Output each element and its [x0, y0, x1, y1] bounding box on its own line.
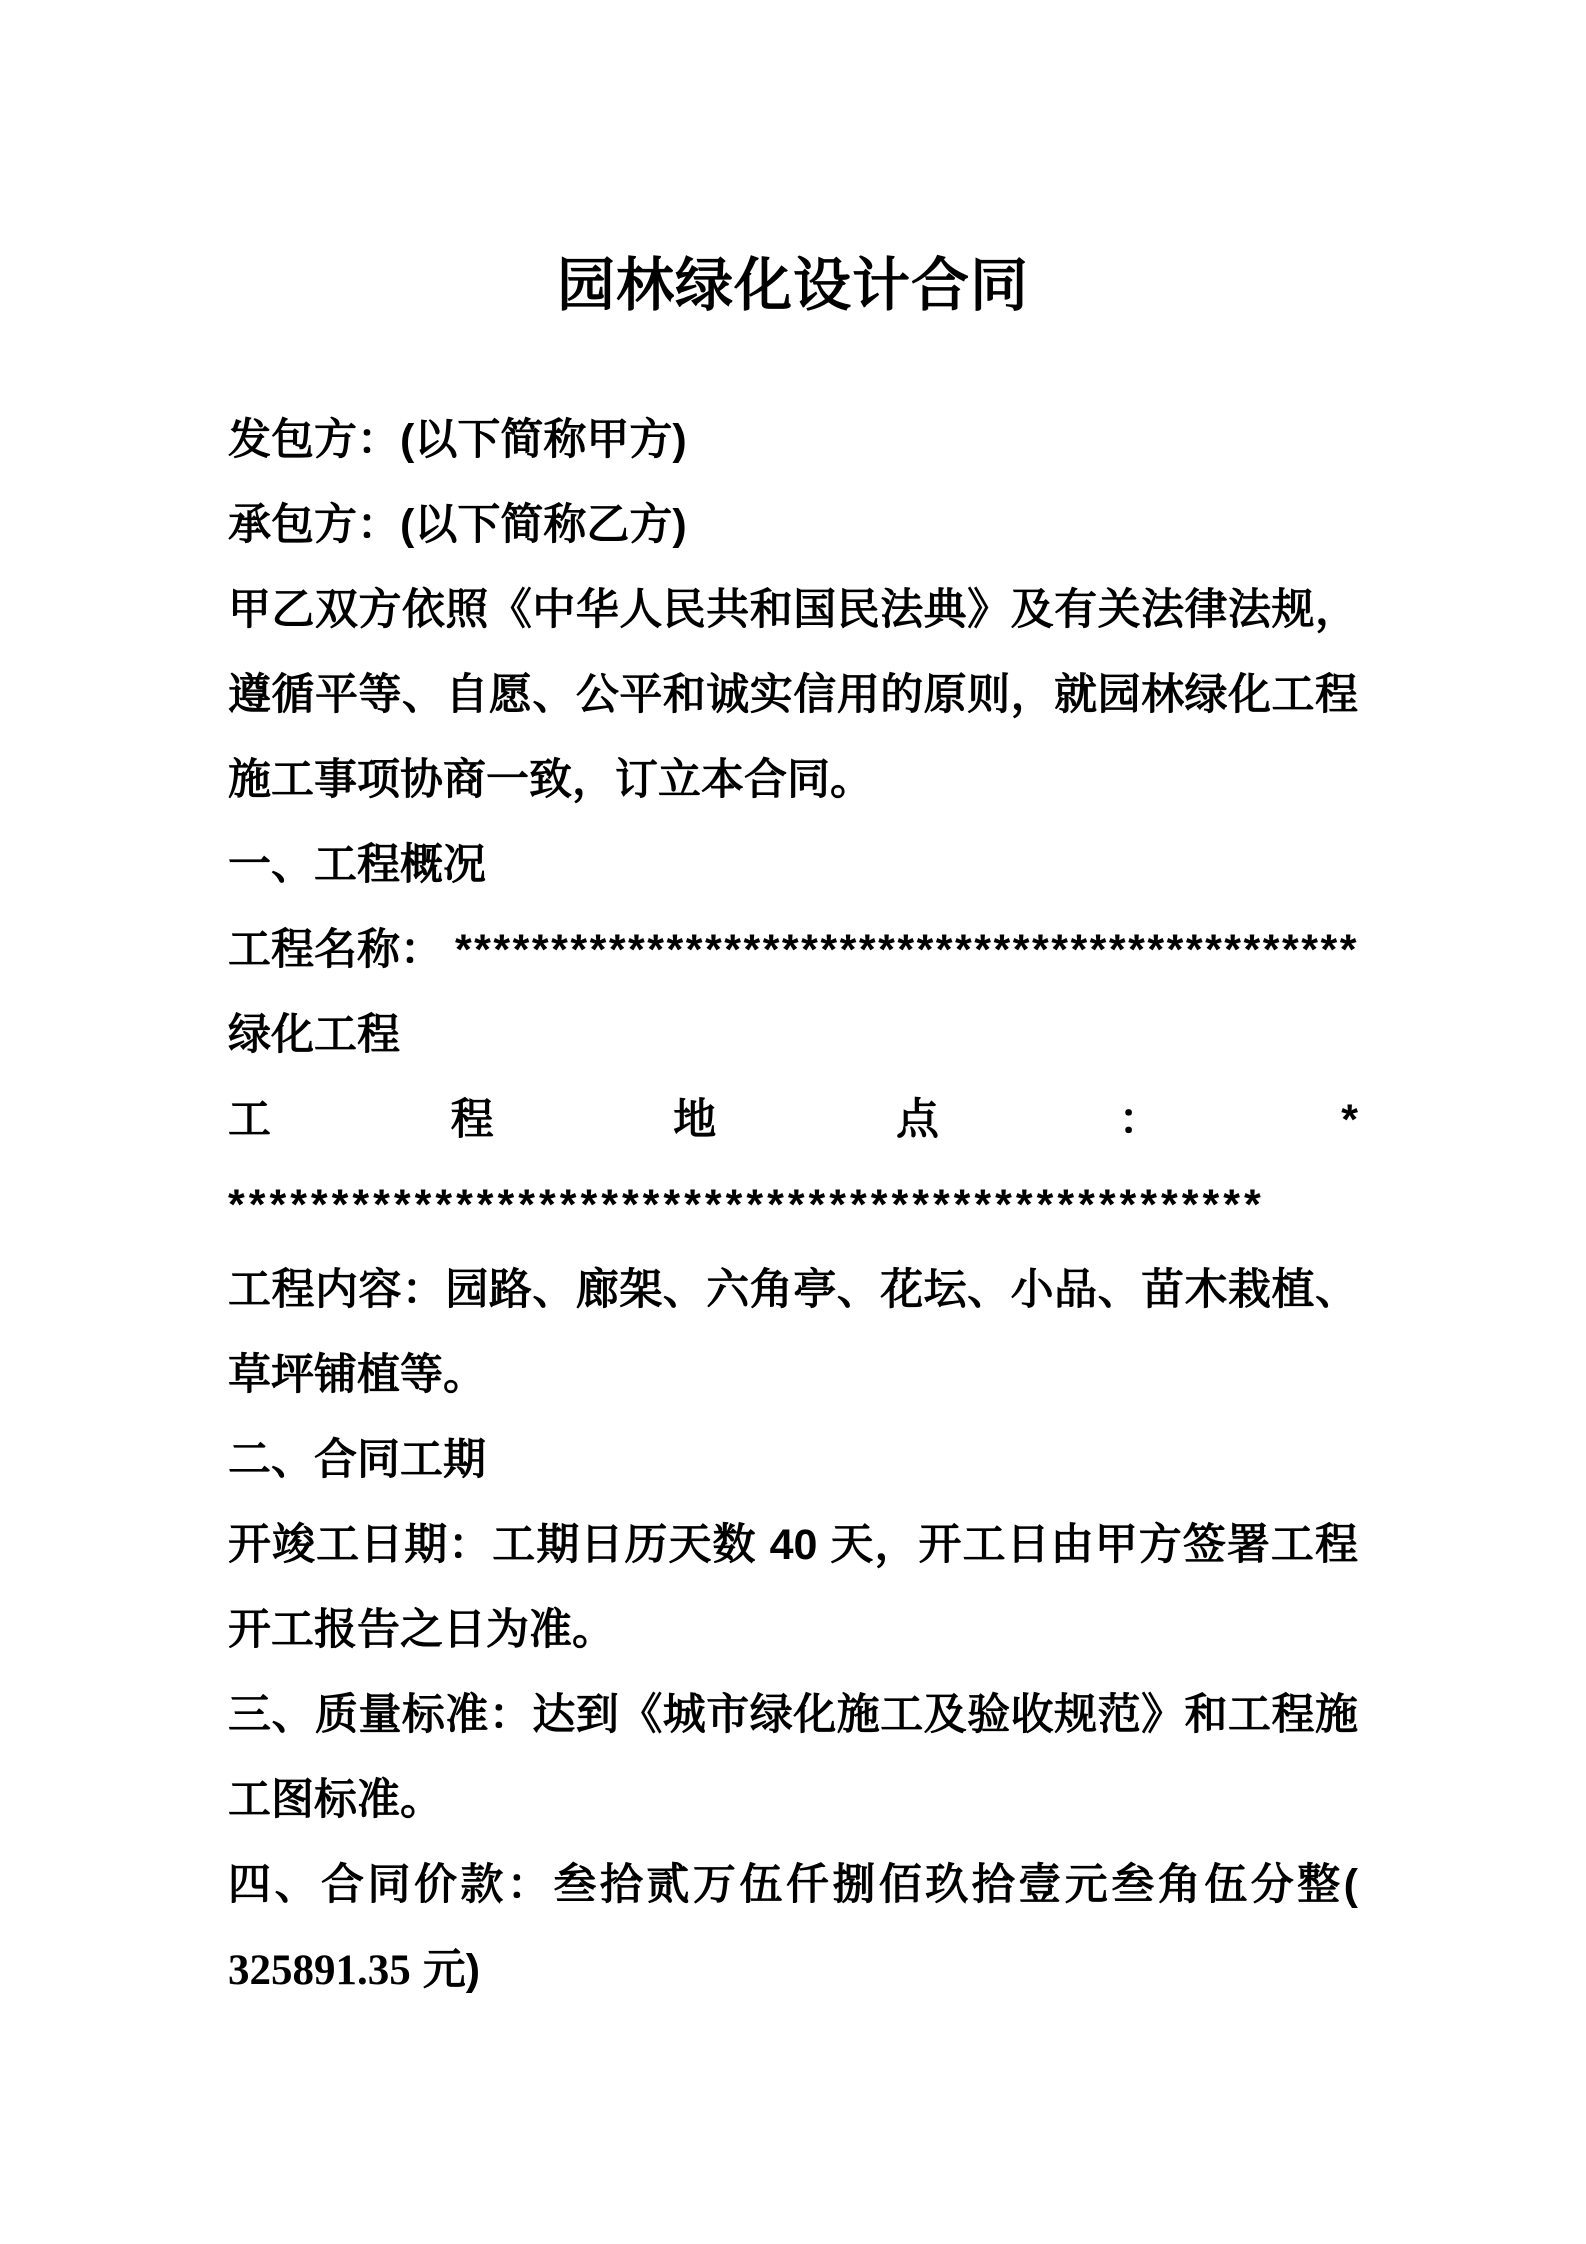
line-project-location: 工 程 地 点 ： *	[228, 1096, 1358, 1144]
line-contract-price: 四、合同价款：叁拾贰万伍仟捌佰玖拾壹元叁角伍分整(	[228, 1861, 1358, 1909]
line-contract-price-amount	[228, 1928, 1358, 2013]
line-quality-standard-continued: 工图标准。	[228, 1776, 443, 1824]
line-employer: 发包方：(以下简称甲方)	[228, 416, 687, 464]
document-title: 园林绿化设计合同	[556, 253, 1029, 318]
contract-price-suffix: 元)	[410, 1946, 481, 1994]
line-preamble-2: 遵循平等、自愿、公平和诚实信用的原则，就园林绿化工程	[228, 671, 1358, 719]
document-body	[228, 398, 1358, 2013]
project-name-label: 工程名称：	[228, 926, 443, 974]
line-contractor: 承包方：(以下简称乙方)	[228, 501, 687, 549]
line-project-name	[228, 908, 1358, 993]
line-preamble-1: 甲乙双方依照《中华人民共和国民法典》及有关法律法规，	[228, 586, 1358, 634]
line-quality-standard: 三、质量标准：达到《城市绿化施工及验收规范》和工程施	[228, 1691, 1358, 1739]
heading-project-overview: 一、工程概况	[228, 841, 486, 889]
line-start-completion-date: 开竣工日期：工期日历天数 40 天，开工日由甲方签署工程	[228, 1521, 1358, 1569]
line-start-completion-date-continued: 开工报告之日为准。	[228, 1606, 615, 1654]
line-location-placeholder-stars: **************************************************	[228, 1181, 1265, 1229]
line-project-content: 工程内容：园路、廊架、六角亭、花坛、小品、苗木栽植、	[228, 1266, 1358, 1314]
line-project-name-continued: 绿化工程	[228, 1011, 400, 1059]
heading-contract-period: 二、合同工期	[228, 1436, 486, 1484]
line-preamble-3: 施工事项协商一致，订立本合同。	[228, 756, 873, 804]
project-name-placeholder-stars: ***********************************************	[454, 926, 1359, 974]
line-project-content-continued: 草坪铺植等。	[228, 1351, 486, 1399]
contract-price-number: 325891.35	[228, 1947, 411, 1994]
